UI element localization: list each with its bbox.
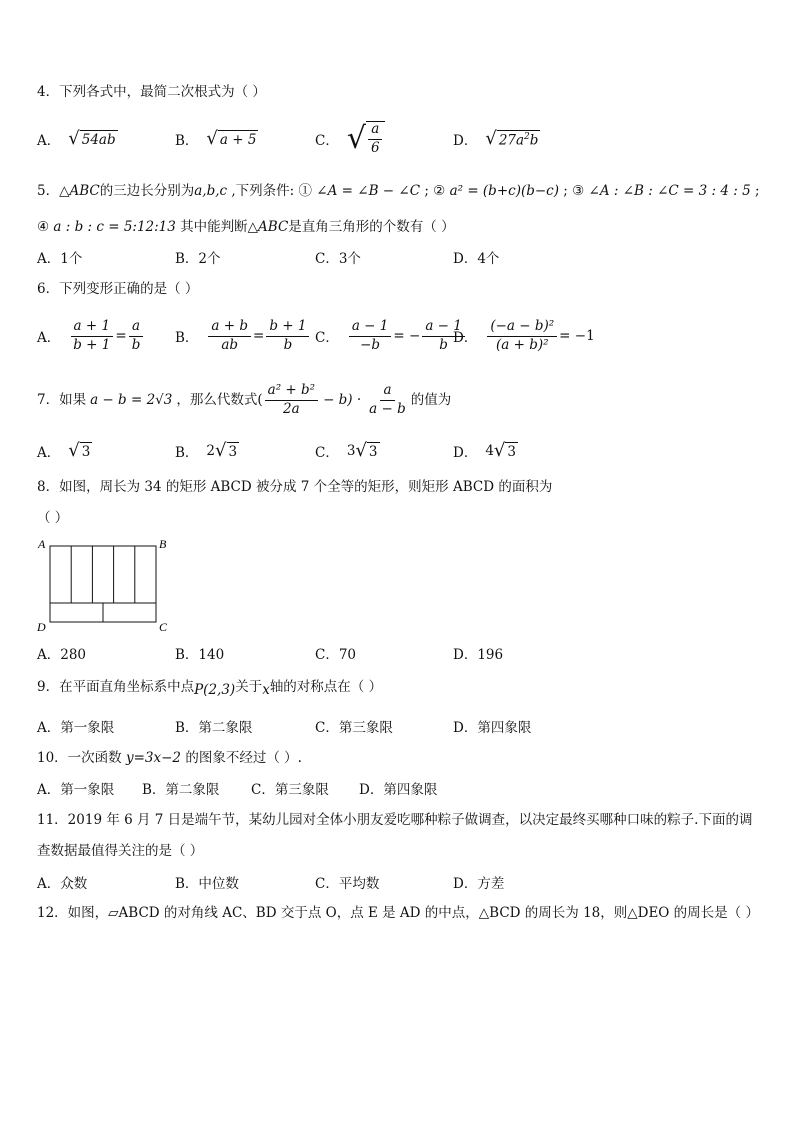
q12-stem: 12．如图，▱ABCD 的对角线 AC、BD 交于点 O，点 E 是 AD 的中点，△BCD 的周长为 18，则△DEO 的周长是（ ） <box>37 905 759 921</box>
q5-option-d[interactable]: D．4个 <box>453 251 500 267</box>
q10-options <box>37 778 757 798</box>
q11-stem-line1: 11．2019 年 6 月 7 日是端午节，某幼儿园对全体小朋友爱吃哪种粽子做调查，以决定最终买哪种口味的粽子.下面的调 <box>37 812 753 828</box>
q10-option-b[interactable]: B．第二象限 <box>142 782 220 798</box>
q10-option-a[interactable]: A．第一象限 <box>37 782 115 798</box>
q6-stem: 6．下列变形正确的是（ ） <box>37 281 199 297</box>
sqrt-expression: √ a + 5 <box>206 128 257 149</box>
q7-option-c[interactable]: C． 3 √ 3 <box>315 440 378 461</box>
q8-option-b[interactable]: B．140 <box>175 647 225 663</box>
q8-stem-line2: （ ） <box>37 510 69 526</box>
q11-options <box>37 872 757 892</box>
q11-option-c[interactable]: C．平均数 <box>315 876 380 892</box>
q5-option-a[interactable]: A．1个 <box>37 251 83 267</box>
sqrt-expression: √ $\frac{a}{6}$ <box>347 121 385 156</box>
q4-stem: 4．下列各式中，最简二次根式为（ ） <box>37 84 266 100</box>
q5-option-b[interactable]: B．2个 <box>175 251 221 267</box>
q6-option-b[interactable]: B． $\frac{a + b}{ab}$ = $\frac{b + 1}{b}$ <box>175 316 311 356</box>
q7-option-a[interactable]: A． √ 3 <box>37 440 91 461</box>
q6-options <box>37 316 757 356</box>
q9-option-a[interactable]: A．第一象限 <box>37 720 115 736</box>
q8-stem: 8．如图，周长为 34 的矩形 ABCD 被分成 7 个全等的矩形，则矩形 ABCD 的面积为 <box>37 479 553 495</box>
q5-stem-line1: 5．△ABC的三边长分别为a,b,c ,下列条件: ① ∠A = ∠B − ∠C ; ② a² = (b+c)(b−c) ; ③ ∠A : ∠B : ∠C = 3 : 4 : 5 ; <box>37 183 760 199</box>
q5-stem-line2: ④ a : b : c = 5:12:13 其中能判断△ABC是直角三角形的个数有（ ） <box>37 219 455 235</box>
q5-options <box>37 247 757 267</box>
q7-option-b[interactable]: B． 2 √ 3 <box>175 440 238 461</box>
q5-option-c[interactable]: C．3个 <box>315 251 361 267</box>
q9-stem: 9．在平面直角坐标系中点P(2,3)关于x轴的对称点在（ ） <box>37 679 383 698</box>
q4-option-d[interactable]: D． √ $27a^2b$ <box>453 128 539 149</box>
q6-option-d[interactable]: D． $\frac{\text{(−a − b)²}}{\text{(a + b)²}}$ = −1 <box>453 317 595 353</box>
q4-option-c[interactable]: C． √ $\frac{a}{6}$ <box>315 119 385 159</box>
q4-options <box>37 119 757 159</box>
q6-option-c[interactable]: C． $\frac{a - 1}{-b}$ = − $\frac{a - 1}{b}$ <box>315 316 467 356</box>
q11-option-b[interactable]: B．中位数 <box>175 876 239 892</box>
q10-option-d[interactable]: D．第四象限 <box>359 782 438 798</box>
sqrt-expression: √ 54ab <box>68 128 116 149</box>
q7-option-d[interactable]: D． 4 √ 3 <box>453 440 516 461</box>
sqrt-expression: √ $27a^2b$ <box>485 128 539 149</box>
vertex-label-a: A <box>38 537 46 551</box>
q8-options <box>37 643 757 663</box>
q11-option-a[interactable]: A．众数 <box>37 876 88 892</box>
q6-option-a[interactable]: A． $\frac{a + 1}{b + 1}$ = $\frac{a}{b}$ <box>37 316 145 356</box>
q4-option-a[interactable]: A． √ 54ab <box>37 128 116 149</box>
vertex-label-b: B <box>159 537 167 551</box>
q11-stem-line2: 查数据最值得关注的是（ ） <box>37 843 204 859</box>
vertex-label-c: C <box>159 620 168 634</box>
q10-option-c[interactable]: C．第三象限 <box>251 782 329 798</box>
q4-option-b[interactable]: B． √ a + 5 <box>175 128 257 149</box>
vertex-label-d: D <box>37 620 46 634</box>
rectangle-figure <box>34 534 174 634</box>
q11-option-d[interactable]: D．方差 <box>453 876 505 892</box>
q9-option-d[interactable]: D．第四象限 <box>453 720 532 736</box>
q7-options <box>37 440 757 462</box>
q8-option-a[interactable]: A．280 <box>37 647 87 663</box>
q8-option-d[interactable]: D．196 <box>453 647 504 663</box>
q7-stem: 7．如果 a − b = 2√3 ，那么代数式 ( $\frac{\text{a² + b²}}{2a}$ − b) · $\frac{a}{a - b}$ 的值为 <box>37 381 452 417</box>
q9-option-c[interactable]: C．第三象限 <box>315 720 393 736</box>
q8-option-c[interactable]: C．70 <box>315 647 357 663</box>
q10-stem: 10．一次函数 y=3x−2 的图象不经过（ ）. <box>37 750 302 766</box>
q9-option-b[interactable]: B．第二象限 <box>175 720 253 736</box>
q9-options <box>37 716 757 736</box>
